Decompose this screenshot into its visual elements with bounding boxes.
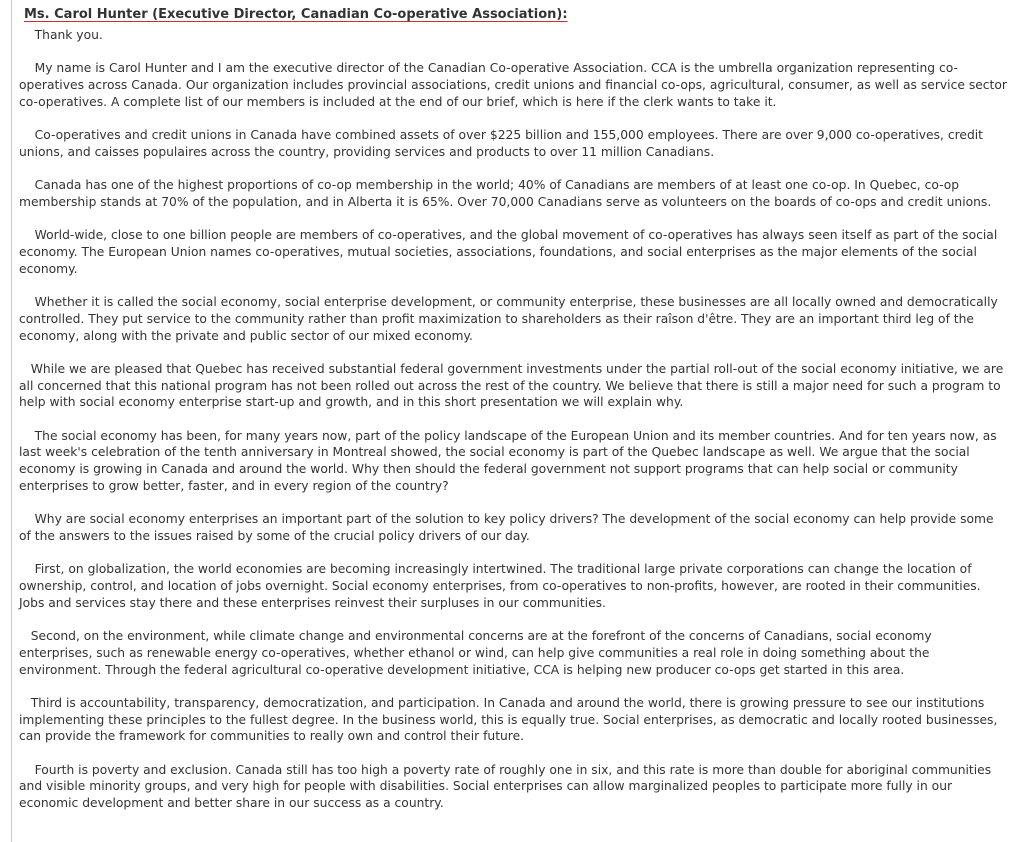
paragraph: Fourth is poverty and exclusion. Canada still has too high a poverty rate of roughly one in six, and this rate is more than double for aboriginal communities and visible minority groups, and very high for people with disabilities. Social enterprises can allow marginalized peoples to participate more fully in our economic development and better share in our success as a country. xyxy=(19,762,996,811)
paragraph: While we are pleased that Quebec has received substantial federal government investments under the partial roll-out of the social economy initiative, we are all concerned that this national program has not been rolled out across the rest of the country. We believe that there is still a major need for such a program to help with social economy enterprise start-up and growth, and in this short presentation we will explain why. xyxy=(19,361,1008,410)
paragraph: Thank you. xyxy=(19,28,103,42)
paragraph: Third is accountability, transparency, democratization, and participation. In Canada and around the world, there is growing pressure to see our institutions implementing these principles to the fullest degree. In the business world, this is equally true. Social enterprises, as democratic and locally rooted businesses, can provide the framework for communities to really own and control their future. xyxy=(19,695,1002,744)
paragraph: Whether it is called the social economy, social enterprise development, or community enterprise, these businesses are all locally owned and democratically controlled. They put service to the community rather than profit maximization to shareholders as their raîson d'être. They are an important third leg of the economy, along with the private and public sector of our mixed economy. xyxy=(19,295,1002,343)
paragraph: The social economy has been, for many years now, part of the policy landscape of the European Union and its member countries. And for ten years now, as last week's celebration of the tenth anniversary in Montreal showed, the social economy is part of the Quebec landscape as well. We argue that the social economy is growing in Canada and around the world. Why then should the federal government not support programs that can help social or community enterprises to grow better, faster, and in every region of the country? xyxy=(19,428,1001,493)
paragraph: Co-operatives and credit unions in Canada have combined assets of over $225 billion and 155,000 employees. There are over 9,000 co-operatives, credit unions, and caisses populaires across the country, providing services and products to over 11 million Canadians. xyxy=(19,128,987,159)
paragraph: My name is Carol Hunter and I am the executive director of the Canadian Co-operative Association. CCA is the umbrella organization representing co-operatives across Canada. Our organization includes provincial associations, credit unions and financial co-ops, agricultural, consumer, as well as service sector co-operatives. A complete list of our members is included at the end of our brief, which is here if the clerk wants to take it. xyxy=(19,61,1011,109)
left-border-rule xyxy=(11,0,12,842)
paragraph: World-wide, close to one billion people are members of co-operatives, and the global movement of co-operatives has always seen itself as part of the social economy. The European Union names co-operatives, mutual societies, associations, foundations, and social enterprises as the major elements of the social economy. xyxy=(19,228,1002,276)
paragraph: Why are social economy enterprises an important part of the solution to key policy drivers? The development of the social economy can help provide some of the answers to the issues raised by some of the crucial policy drivers of our day. xyxy=(19,512,998,543)
paragraph: Canada has one of the highest proportions of co-op membership in the world; 40% of Canadians are members of at least one co-op. In Quebec, co-op membership stands at 70% of the population, and in Alberta it is 65%. Over 70,000 Canadians serve as volunteers on the boards of co-ops and credit unions. xyxy=(19,178,992,209)
speaker-name[interactable]: Ms. Carol Hunter (Executive Director, Canadian Co-operative Association): xyxy=(24,7,568,22)
paragraph: Second, on the environment, while climate change and environmental concerns are at the forefront of the concerns of Canadians, social economy enterprises, such as renewable energy co-operatives, whether ethanol or wind, can help give communities a real role in doing something about the environment. Through the federal agricultural co-operative development initiative, CCA is helping new producer co-ops get started in this area. xyxy=(19,629,936,677)
paragraph: First, on globalization, the world economies are becoming increasingly intertwined. The traditional large private corporations can change the location of ownership, control, and location of jobs overnight. Social economy enterprises, from co-operatives to non-profits, however, are rooted in their communities. Jobs and services stay there and these enterprises reinvest their surpluses in our communities. xyxy=(19,562,985,610)
transcript-content xyxy=(19,0,1011,829)
